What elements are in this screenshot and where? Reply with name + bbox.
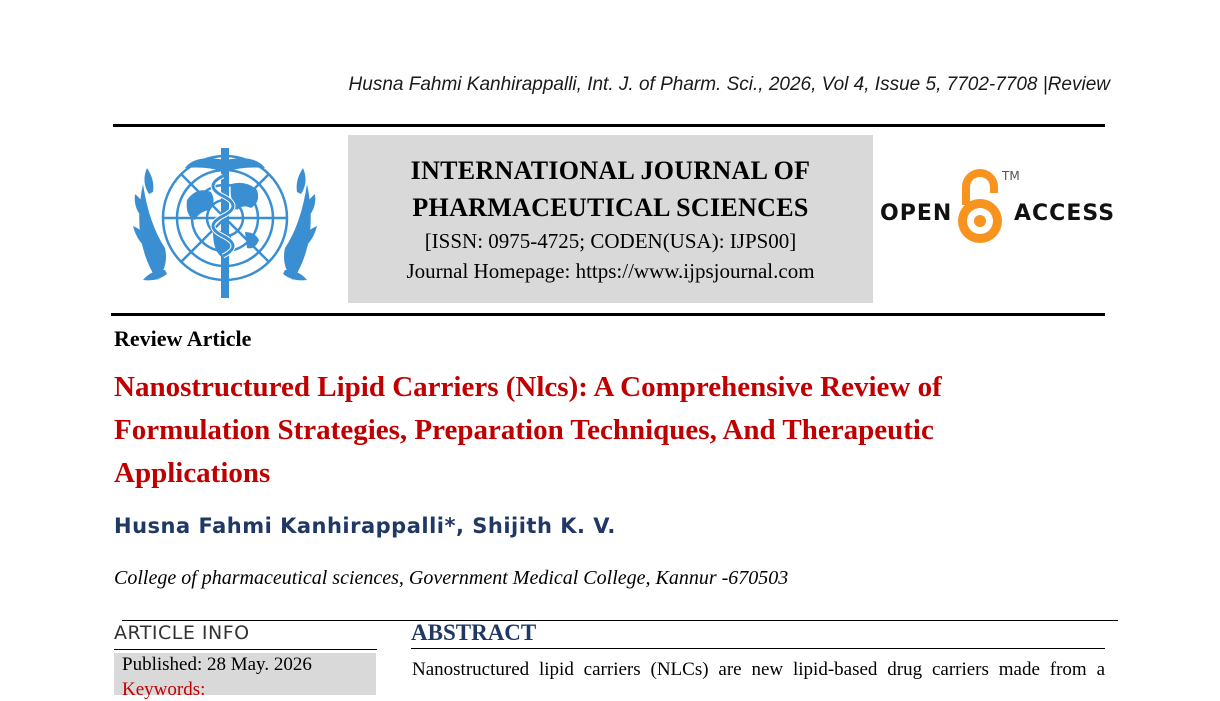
published-date: Published: 28 May. 2026 [122,654,312,675]
section-divider [122,620,1118,621]
author-list: Husna Fahmi Kanhirappalli*, Shijith K. V. [114,514,616,538]
journal-title [348,152,873,226]
journal-title-line1: INTERNATIONAL JOURNAL OF [410,156,811,185]
article-info-rule [114,649,377,650]
author-affiliation: College of pharmaceutical sciences, Government Medical College, Kannur -670503 [114,567,789,589]
journal-info-box [348,135,873,303]
open-access-right-text: ACCESS [1014,201,1116,226]
article-type: Review Article [114,326,252,351]
abstract-text: Nanostructured lipid carriers (NLCs) are new lipid-based drug carriers made from a [412,659,1105,680]
journal-emblem-icon [127,140,323,304]
journal-issn: [ISSN: 0975-4725; CODEN(USA): IJPS00] [424,229,797,253]
header-top-rule [113,124,1105,127]
abstract-heading: ABSTRACT [411,620,537,645]
running-head: Husna Fahmi Kanhirappalli, Int. J. of Pharm. Sci., 2026, Vol 4, Issue 5, 7702-7708 |Review [348,74,1110,95]
open-access-left-text: OPEN [880,201,953,226]
article-info-heading: ARTICLE INFO [114,622,250,644]
journal-title-line2: PHARMACEUTICAL SCIENCES [412,193,809,222]
trademark-mark: TM [1002,169,1020,183]
header-bottom-rule [111,313,1105,316]
journal-homepage: Journal Homepage: https://www.ijpsjournal.com [406,259,815,283]
open-access-logo [880,165,1116,251]
article-title: Nanostructured Lipid Carriers (Nlcs): A Comprehensive Review of Formulation Strategies, Preparation Techniques, And Therapeutic Applications [114,371,942,489]
keywords-label: Keywords: [122,679,206,700]
abstract-rule [411,648,1105,649]
